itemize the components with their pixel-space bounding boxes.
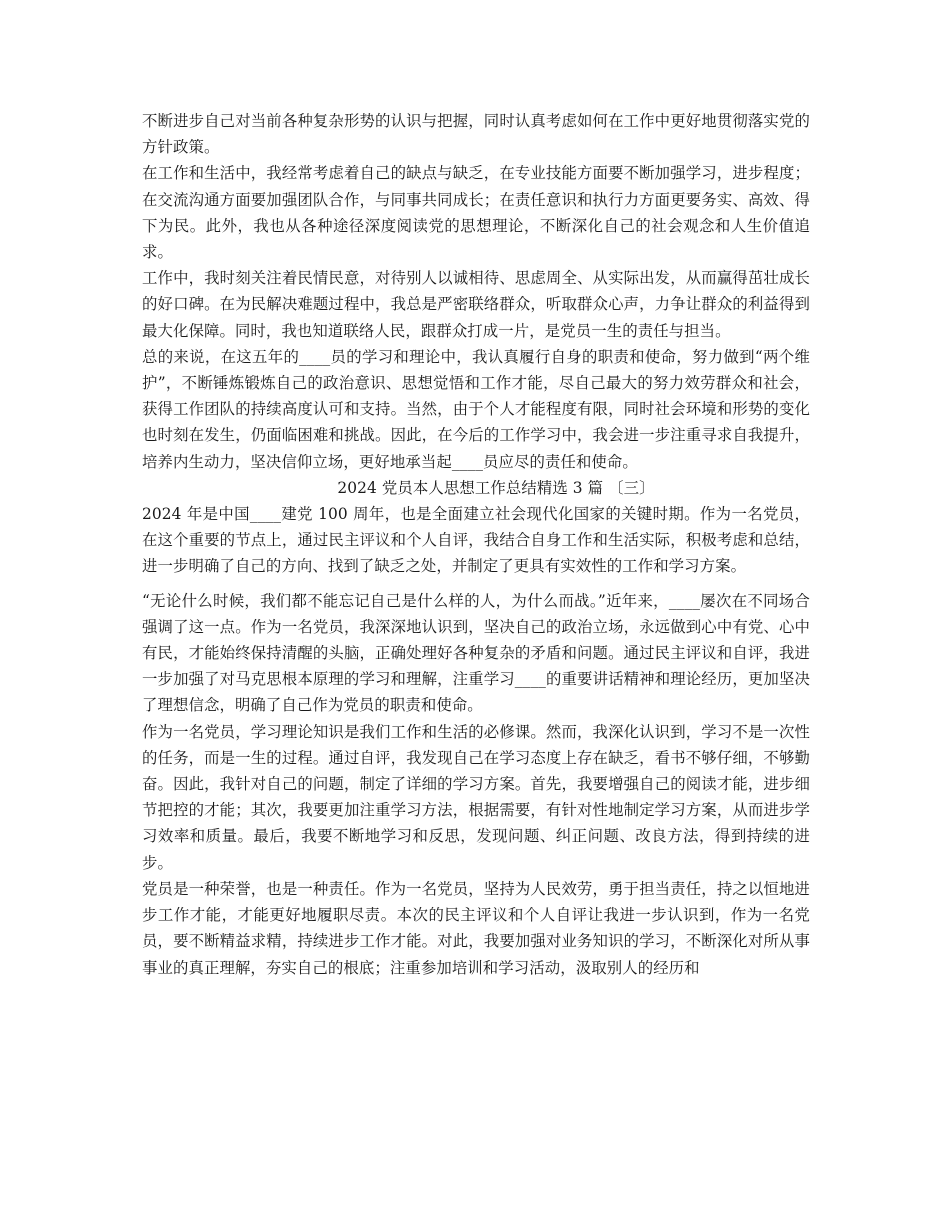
- paragraph-1: 不断进步自己对当前各种复杂形势的认识与把握，同时认真考虑如何在工作中更好地贯彻落实党的方针政策。: [142, 112, 810, 157]
- paragraph-6: “无论什么时候，我们都不能忘记自己是什么样的人，为什么而战。”近年来，____屡次在不同场合强调了这一点。作为一名党员，我深深地认识到，坚决自己的政治立场，永远做到心中有党、心中有民，才能始终保持清醒的头脑，正确处理好各种复杂的矛盾和问题。通过民主评议和自评，我进一步加强了对马克思根本原理的学习和理解，注重学习____的重要讲话精神和理论经历，更加坚决了理想信念，明确了自己作为党员的职责和使命。: [142, 591, 810, 715]
- paragraph-5: 2024 年是中国____建党 100 周年，也是全面建立社会现代化国家的关键时期。作为一名党员，在这个重要的节点上，通过民主评议和个人自评，我结合自身工作和生活实际，积极考虑和总结，进一步明确了自己的方向、找到了缺乏之处，并制定了更具有实效性的工作和学习方案。: [142, 505, 810, 576]
- paragraph-3: 工作中，我时刻关注着民情民意，对待别人以诚相待、思虑周全、从实际出发，从而赢得茁壮成长的好口碑。在为民解决难题过程中，我总是严密联络群众，听取群众心声，力争让群众的利益得到最大化保障。同时，我也知道联络人民，跟群众打成一片，是党员一生的责任与担当。: [142, 269, 810, 340]
- paragraph-8: 党员是一种荣誉，也是一种责任。作为一名党员，坚持为人民效劳，勇于担当责任，持之以恒地进步工作才能，才能更好地履职尽责。本次的民主评议和个人自评让我进一步认识到，作为一名党员，要不断精益求精，持续进步工作才能。对此，我要加强对业务知识的学习，不断深化对所从事事业的真正理解，夯实自己的根底；注重参加培训和学习活动，汲取别人的经历和: [142, 879, 810, 977]
- section-title: 2024 党员本人思想工作总结精选 3 篇 〔三〕: [337, 478, 655, 497]
- paragraph-2: 在工作和生活中，我经常考虑着自己的缺点与缺乏，在专业技能方面要不断加强学习，进步程度；在交流沟通方面要加强团队合作，与同事共同成长；在责任意识和执行力方面更要务实、高效、得下为民。此外，我也从各种途径深度阅读党的思想理论，不断深化自己的社会观念和人生价值追求。: [142, 164, 810, 262]
- document-page: [142, 108, 810, 981]
- paragraph-4: 总的来说，在这五年的____员的学习和理论中，我认真履行自身的职责和使命，努力做到“两个维护”，不断锤炼锻炼自己的政治意识、思想觉悟和工作才能，尽自己最大的努力效劳群众和社会，获得工作团队的持续高度认可和支持。当然，由于个人才能程度有限，同时社会环境和形势的变化也时刻在发生，仍面临困难和挑战。因此，在今后的工作学习中，我会进一步注重寻求自我提升，培养内生动力，坚决信仰立场，更好地承当起____员应尽的责任和使命。: [142, 347, 810, 471]
- paragraph-7: 作为一名党员，学习理论知识是我们工作和生活的必修课。然而，我深化认识到，学习不是一次性的任务，而是一生的过程。通过自评，我发现自己在学习态度上存在缺乏，看书不够仔细，不够勤奋。因此，我针对自己的问题，制定了详细的学习方案。首先，我要增强自己的阅读才能，进步细节把控的才能；其次，我要更加注重学习方法，根据需要，有针对性地制定学习方案，从而进步学习效率和质量。最后，我要不断地学习和反思，发现问题、纠正问题、改良方法，得到持续的进步。: [142, 722, 810, 872]
